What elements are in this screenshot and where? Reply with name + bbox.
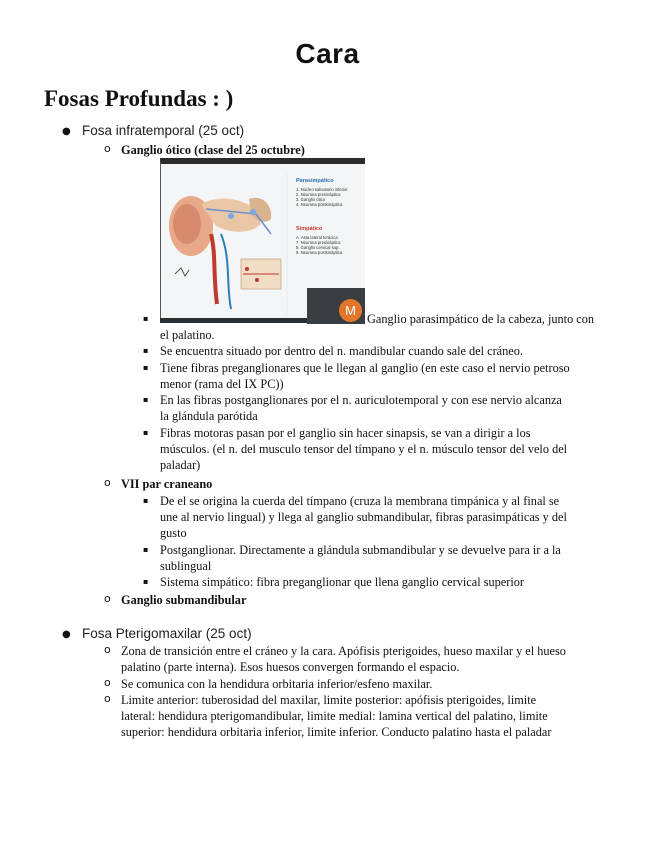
bullet-text: De el se origina la cuerda del tímpano (cruza la membrana timpánica y al final se	[160, 494, 560, 508]
bullet-text: músculos. (el n. del musculo tensor del tímpano y el n. músculo tensor del velo del	[160, 442, 568, 456]
bullet-disc: ●	[62, 126, 71, 137]
bullet-square: ▪	[143, 363, 149, 372]
bullet-text: Se comunica con la hendidura orbitaria inferior/esfeno maxilar.	[121, 677, 433, 691]
list-item-vii-par: VII par craneano	[121, 477, 213, 491]
slide-para-item: 4. Neurona postsináptica	[296, 202, 343, 207]
bullet-square: ▪	[143, 346, 149, 355]
bullet-text: paladar)	[160, 458, 201, 472]
list-item-ganglio-submandibular: Ganglio submandibular	[121, 593, 247, 607]
bullet-square: ▪	[143, 577, 149, 586]
bullet-text: la glándula parótida	[160, 409, 258, 423]
bullet-text: En las fibras postganglionares por el n. auriculotemporal y con ese nervio alcanza	[160, 393, 562, 407]
bullet-square: ▪	[143, 314, 149, 323]
bullet-text: Limite anterior: tuberosidad del maxilar, limite posterior: apófisis pterigoides, limite	[121, 693, 537, 707]
bullet-square: ▪	[143, 395, 149, 404]
bullet-circle: o	[104, 592, 111, 605]
section-heading: Fosas Profundas : )	[44, 86, 234, 111]
bullet-text: Sistema simpático: fibra preganglionar que llena ganglio cervical superior	[160, 575, 525, 589]
bullet-square: ▪	[143, 428, 149, 437]
avatar: M	[339, 299, 362, 322]
bullet-text: gusto	[160, 526, 187, 540]
bullet-text: Fibras motoras pasan por el ganglio sin hacer sinapsis, se van a dirigir a los	[160, 426, 531, 440]
bullet-circle: o	[104, 476, 111, 489]
list-item-ganglio-otico: Ganglio ótico (clase del 25 octubre)	[121, 143, 305, 157]
list-item-fosa-pterigomaxilar: Fosa Pterigomaxilar (25 oct)	[82, 626, 252, 641]
bullet-text: lateral: hendidura pterigomandibular, limite medial: lamina vertical del palatino, limite	[121, 709, 548, 723]
bullet-text: Postganglionar. Directamente a glándula submandibular y se devuelve para ir a la	[160, 543, 561, 557]
bullet-square: ▪	[143, 496, 149, 505]
bullet-text: sublingual	[160, 559, 212, 573]
bullet-circle: o	[104, 692, 111, 705]
bullet-square: ▪	[143, 545, 149, 554]
bullet-text: el palatino.	[160, 328, 215, 342]
bullet-disc: ●	[62, 629, 71, 640]
bullet-text: Ganglio parasimpático de la cabeza, junto con	[367, 312, 595, 326]
slide-simp-item: 7. Neurona presináptica	[296, 240, 341, 245]
slide-simp-item: 8. Ganglio cervical sup.	[296, 245, 340, 250]
bullet-text: Zona de transición entre el cráneo y la cara. Apófisis pterigoides, hueso maxilar y el hueso	[121, 644, 566, 658]
bullet-text: superior: hendidura orbitaria inferior, limite inferior. Conducto palatino hasta el paladar	[121, 725, 552, 739]
bullet-text: une al nervio lingual) y llega al ganglio submandibular, fibras parasimpáticas y del	[160, 510, 567, 524]
bullet-text: Tiene fibras preganglionares que le llegan al ganglio (en este caso el nervio petroso	[160, 361, 570, 375]
slide-simp-title: Simpático	[296, 226, 323, 232]
bullet-text: palatino (parte interna). Esos huesos convergen formando el espacio.	[121, 660, 460, 674]
slide-para-item: 2. Neurona presináptica	[296, 192, 341, 197]
slide-simp-item: A. Asta lateral torácica	[296, 235, 338, 240]
slide-simp-item: 9. Neurona postsináptica	[296, 250, 343, 255]
page-title: Cara	[295, 38, 360, 69]
slide-para-title: Parasimpático	[296, 178, 334, 184]
bullet-text: menor (rama del IX PC))	[160, 377, 284, 391]
list-item-fosa-infratemporal: Fosa infratemporal (25 oct)	[82, 123, 245, 138]
bullet-text: Se encuentra situado por dentro del n. mandibular cuando sale del cráneo.	[160, 344, 523, 358]
slide-para-item: 1. Núcleo salivatorio inferior	[296, 187, 348, 192]
slide-para-item: 3. Ganglio ótico	[296, 197, 326, 202]
bullet-circle: o	[104, 142, 111, 155]
bullet-circle: o	[104, 676, 111, 689]
bullet-circle: o	[104, 643, 111, 656]
